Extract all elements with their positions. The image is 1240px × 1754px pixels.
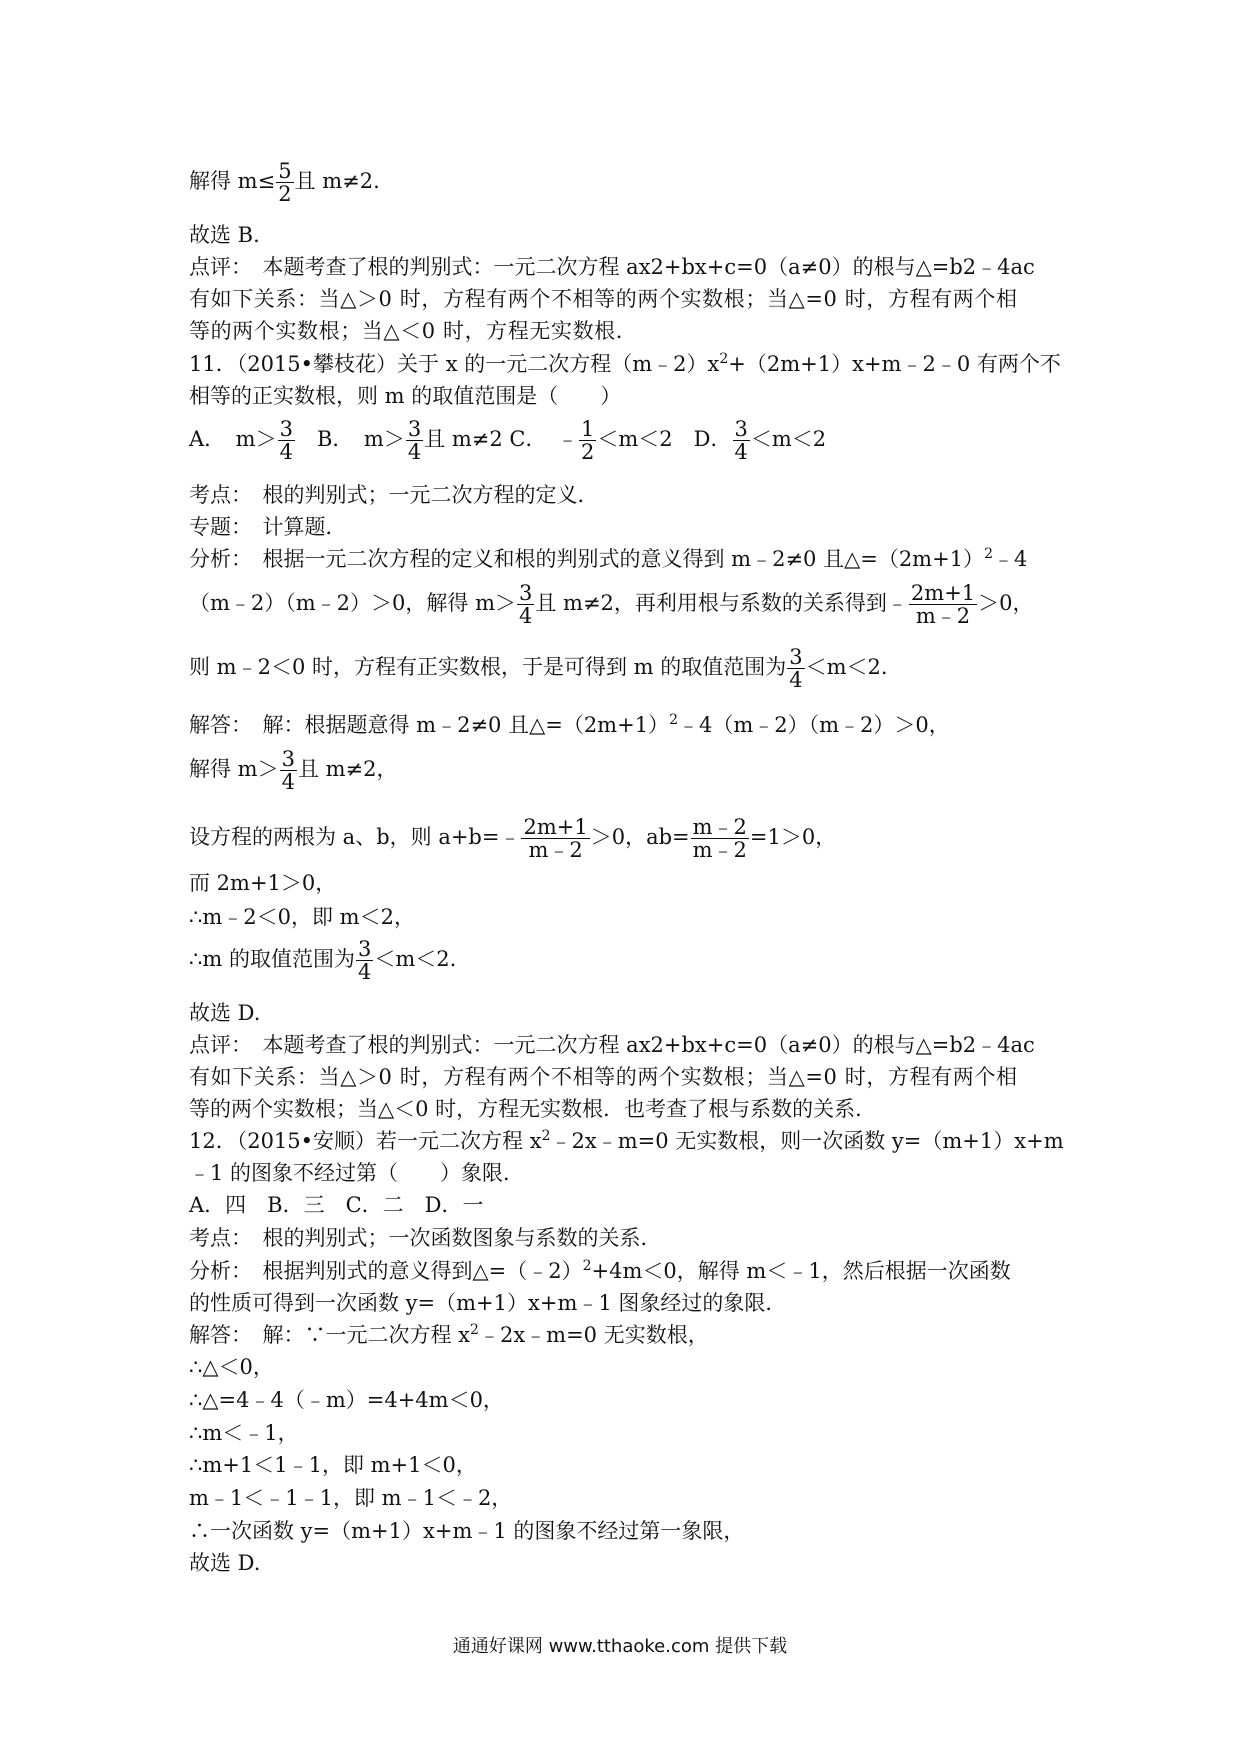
fraction: $\frac{m﹣2}{m﹣2}$ (692, 815, 747, 862)
q11-stem-line-2: 相等的正实数根，则 m 的取值范围是（ ） (189, 384, 622, 408)
q12-solution-line-5: ∴m+1＜1﹣1，即 m+1＜0， (189, 1453, 477, 1477)
q12-solution-line-6: m﹣1＜﹣1﹣1，即 m﹣1＜﹣2， (189, 1486, 513, 1510)
q12-answer: 故选 D. (189, 1551, 261, 1575)
fraction: $\frac{5}{2}$ (278, 159, 292, 206)
q11-solution-line-5: ∴m﹣2＜0，即 m＜2， (189, 905, 415, 929)
q12-solution-line-1: 解答： 解：∵一元二次方程 $x^2﹣2x﹣m=0$ 无实数根， (189, 1322, 709, 1347)
q12-solution-line-7: ∴一次函数 y=（m+1）x+m﹣1 的图象不经过第一象限， (189, 1519, 745, 1543)
q12-solution-line-3: ∴△=4﹣4（﹣m）=4+4m＜0， (189, 1388, 504, 1412)
q11-kaodian: 考点： 根的判别式；一元二次方程的定义． (189, 483, 599, 507)
q11-solution-line-6: ∴m 的取值范围为 $\frac{3}{4}$ ＜m＜2. (189, 937, 457, 984)
fraction: $\frac{3}{4}$ (734, 417, 748, 464)
fraction: $\frac{3}{4}$ (357, 937, 372, 984)
prev-answer: 故选 B. (189, 223, 260, 247)
fraction: $\frac{3}{4}$ (789, 645, 803, 692)
q11-zhuanti: 专题： 计算题． (189, 515, 347, 539)
footer-credit: 通通好课网 www.tthaoke.com 提供下载 (452, 1636, 788, 1657)
q12-solution-line-2: ∴△＜0， (189, 1355, 274, 1379)
fraction: $\frac{3}{4}$ (519, 581, 533, 628)
q12-solution-line-4: ∴m＜﹣1， (189, 1421, 299, 1445)
fraction: $\frac{3}{4}$ (279, 417, 293, 464)
q11-answer: 故选 D. (189, 1001, 261, 1025)
q12-kaodian: 考点： 根的判别式；一次函数图象与系数的关系． (189, 1226, 662, 1250)
fraction: $\frac{2m+1}{m﹣2}$ (910, 581, 976, 628)
q11-comment-line-3: 等的两个实数根；当△＜0 时，方程无实数根．也考查了根与系数的关系． (189, 1097, 877, 1121)
q11-analysis-line-3: 则 m﹣2＜0 时，方程有正实数根，于是可得到 m 的取值范围为 $\frac{3}{4}$ ＜m＜2. (189, 645, 888, 692)
q11-comment-line-1: 点评： 本题考查了根的判别式：一元二次方程 ax2+bx+c=0（a≠0）的根与△=b2﹣4ac (189, 1033, 1035, 1057)
q11-solution-line-1: 解答： 解：根据题意得 m﹣2≠0 且$\triangle=(2m+1)^2﹣4(m﹣2)(m﹣2)>0$， (189, 712, 950, 737)
q11-options: A． m＞ $\frac{3}{4}$ B． m＞ $\frac{3}{4}$ 且 m≠2 C． ﹣ $\frac{1}{2}$ ＜m＜2 D． $\frac{3}{4}$ ＜m＜2 (189, 417, 827, 464)
q11-solution-line-3: 设方程的两根为 a、b，则 a+b=﹣ $\frac{2m+1}{m﹣2}$ ＞0，ab= $\frac{m﹣2}{m﹣2}$ =1＞0， (189, 815, 837, 862)
prev-comment-line-2: 有如下关系：当△＞0 时，方程有两个不相等的两个实数根；当△=0 时，方程有两个相 (189, 287, 1018, 311)
q11-solution-line-4: 而 2m+1＞0， (189, 871, 337, 895)
fraction: $\frac{1}{2}$ (581, 417, 595, 464)
q11-stem-line-1: 11．（2015•攀枝花）关于 x 的一元二次方程$(m﹣2)x^2+(2m+1)x+m﹣2﹣0$ 有两个不 (189, 351, 1061, 376)
q12-analysis-line-2: 的性质可得到一次函数 y=（m+1）x+m﹣1 图象经过的象限． (189, 1291, 787, 1315)
fraction: $\frac{3}{4}$ (407, 417, 422, 464)
prev-solution-line: 解得 m≤ $\frac{5}{2}$ 且 m≠2. (189, 159, 380, 206)
prev-comment-line-1: 点评： 本题考查了根的判别式：一元二次方程 ax2+bx+c=0（a≠0）的根与△=b2﹣4ac (189, 255, 1035, 279)
q11-solution-line-2: 解得 m＞ $\frac{3}{4}$ 且 m≠2， (189, 747, 398, 794)
prev-comment-line-3: 等的两个实数根；当△＜0 时，方程无实数根. (189, 319, 624, 343)
q12-options: A．四 B．三 C．二 D．一 (189, 1193, 484, 1217)
q12-stem-line-1: 12．（2015•安顺）若一元二次方程 $x^2﹣2x﹣m=0$ 无实数根，则一次函数 y=（m+1）x+m (189, 1128, 1064, 1153)
q12-stem-line-2: ﹣1 的图象不经过第（ ）象限． (189, 1161, 525, 1185)
q12-analysis-line-1: 分析： 根据判别式的意义得到△=（﹣2）$^2$+4m＜0，解得 m＜﹣1，然后根据一次函数 (189, 1258, 1011, 1283)
q11-comment-line-2: 有如下关系：当△＞0 时，方程有两个不相等的两个实数根；当△=0 时，方程有两个相 (189, 1065, 1018, 1089)
q11-analysis-line-1: 分析： 根据一元二次方程的定义和根的判别式的意义得到 m﹣2≠0 且$\triangle=(2m+1)^2﹣4$ (189, 546, 1028, 571)
fraction: $\frac{3}{4}$ (281, 747, 295, 794)
fraction: $\frac{2m+1}{m﹣2}$ (523, 815, 588, 862)
q11-analysis-line-2: （m﹣2）（m﹣2）＞0，解得 m＞ $\frac{3}{4}$ 且 m≠2，再利用根与系数的关系得到﹣ $\frac{2m+1}{m﹣2}$ ＞0， (189, 581, 1034, 628)
